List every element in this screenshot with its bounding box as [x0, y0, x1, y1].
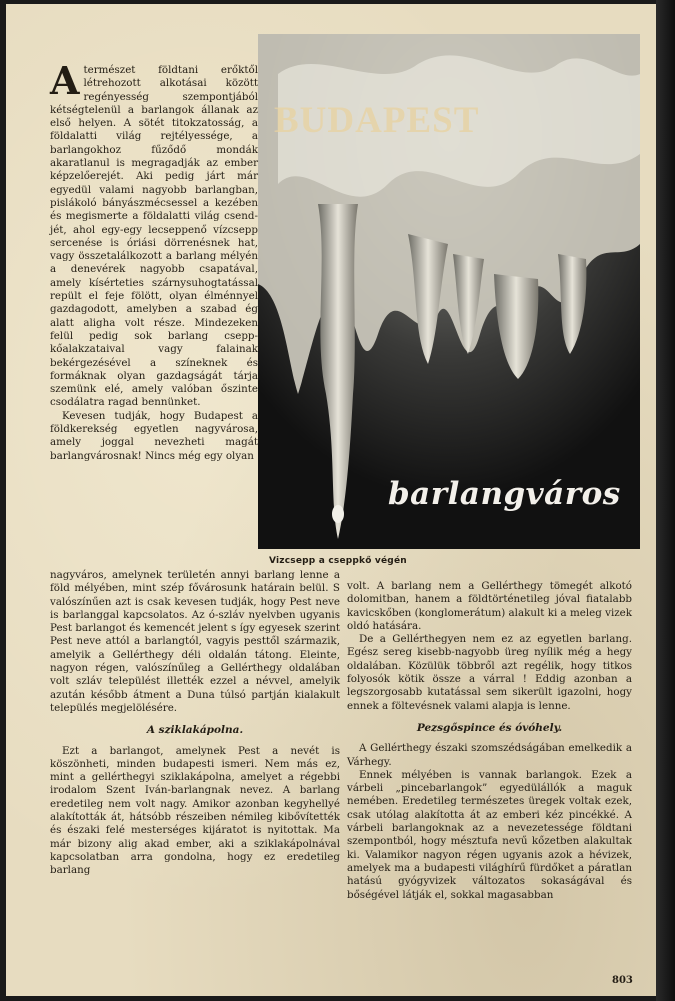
- intro-text: természet földtani erőktől létrehozott alkotásai között regényesség szempontjából kétségtelenül a barlangok állanak az első helyen. A sötét titokzatosság, a földalatti világ rejtélyessége, a barlangokhoz fűződő mondák akaratlanul is megragadják az ember képzelőerejét. Aki pedig járt már egyedül valami nagyobb barlangban, pislákoló bányászmécsessel a kezében és megismerte a földalatti világ csendjét, ahol egy-egy lecseppenő vízcsepp sercenése is óriási dörrenésnek hat, vagy összetalálkozott a barlang mélyén a denevérek nagyobb csapatával, amely kísérteties szárnysuhogtatással repült el feje fölött, olyan élménnyel gazdagodott, amelyben a szabad ég alatt aligha volt része. Mindezeken felül pedig sok barlang cseppkőalakzataival vagy falainak bekérgezésével a színeknek és formáknak olyan gazdagságát tárja szemünk elé, amely valóban őszinte csodálatra ragad bennünket.: [50, 64, 258, 409]
- magazine-page: [6, 4, 656, 996]
- left-column-lower: [50, 569, 340, 878]
- drop-cap: A: [50, 58, 80, 103]
- paragraph-6: A Gellérthegy északi szomszédságában emelkedik a Várhegy.: [347, 742, 632, 768]
- photo-title: BUDAPEST: [274, 100, 480, 141]
- book-binding-edge: [656, 0, 675, 1001]
- paragraph-5: De a Gellérthegyen nem ez az egyetlen barlang. Egész sereg kisebb-nagyobb üreg nyílik még a hegy oldalában. Közülük többről azt regélik, hogy titkos folyosók kötik össze a várral ! Eddig azonban a legszorgosabb kutatással sem sikerült igazolni, hogy ennek a föltevésnek valami alapja is lenne.: [347, 633, 632, 712]
- paragraph-3: Ezt a barlangot, amelynek Pest a nevét is köszönheti, minden budapesti ismeri. Nem más ez, mint a gellérthegyi sziklakápolna, amelyet a régebbi irodalom Szent Iván-barlangnak nevez. A barlang eredetileg nem volt nagy. Amikor azonban kegyhellyé alakították át, hátsóbb részeiben némileg kibővítették és északi felé mesterséges kijáratot is nyitottak. Ma már bizony alig akad ember, aki a sziklakápolnával kapcsolatban arra gondolna, hogy ez eredetileg barlang: [50, 744, 340, 877]
- right-column: [347, 580, 632, 902]
- subheading-sziklakapolna: A sziklakápolna.: [146, 724, 244, 737]
- left-column-upper: [50, 58, 258, 463]
- photo-script-title: barlangváros: [388, 476, 621, 512]
- paragraph-7: Ennek mélyében is vannak barlangok. Ezek a várbeli „pincebarlangok” egyedülállók a maguk nemében. Eredetileg természetes üregek voltak ezek, csak utólag alakította át az emberi kéz pincékké. A várbeli barlangoknak az a nevezetessége földtani szempontból, hogy mésztufa nevű kőzetben alakultak ki. Valamikor nagyon régen ugyanis azok a hévizek, amelyek ma a budapesti világhírű fürdőket a páratlan hatású gyógyvizek változatos sokaságával és bőségével látják el, sokkal magasabban: [347, 768, 632, 901]
- photo-caption: Vizcsepp a cseppkő végén: [269, 556, 407, 566]
- page-number: 803: [612, 975, 633, 986]
- paragraph-2b: nagyváros, amelynek területén annyi barlang lenne a föld mélyében, mint szép fővárosunk határain belül. S valószínűen azt is csak kevesen tudják, hogy Pest neve is barlanggal kapcsolatos. Az ó-szláv nyelvben ugyanis Pest barlangot és kemencét jelent s így egyesek szerint Pest neve attól a barlangtól, vagyis pesttől származik, amelyik a Gellérthegy déli oldalán tátong. Eleinte, nagyon régen, valószínűleg a Gellérthegy oldalában volt szláv települést illették ezzel a névvel, amelyik azután később átment a Duna túlsó partján kialakult település megjelölésére.: [50, 569, 340, 714]
- intro-paragraph: [50, 58, 258, 410]
- paragraph-2a: Kevesen tudják, hogy Budapest a földkerekség egyetlen nagyvárosa, amely joggal nevezheti magát barlangvárosnak! Nincs még egy olyan: [50, 409, 258, 462]
- paragraph-4: volt. A barlang nem a Gellérthegy tömegét alkotó dolomitban, hanem a földtörténetileg jóval fiatalabb kavicskőben (konglomerátum) alakult ki a meleg vizek oldó hatására.: [347, 580, 632, 632]
- subheading-pezsgospince: Pezsgőspince és óvóhely.: [416, 721, 563, 734]
